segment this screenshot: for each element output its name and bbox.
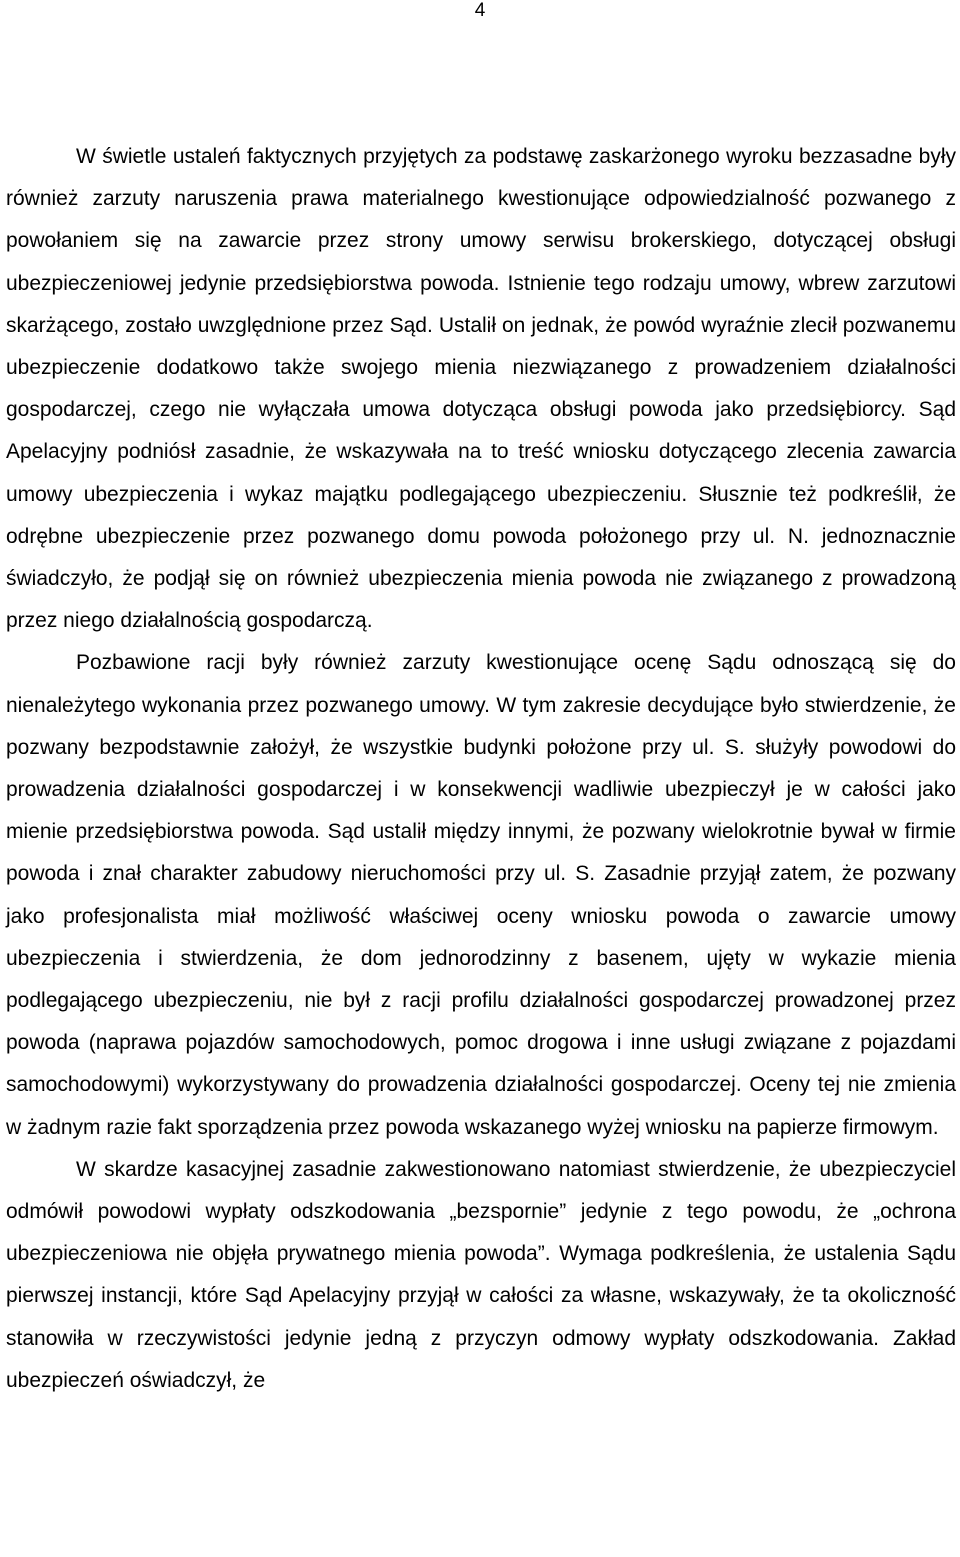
document-body	[6, 136, 956, 1402]
paragraph-2: Pozbawione racji były również zarzuty kwestionujące ocenę Sądu odnoszącą się do nienależytego wykonania przez pozwanego umowy. W tym zakresie decydujące było stwierdzenie, że pozwany bezpodstawnie założył, że wszystkie budynki położone przy ul. S. służyły powodowi do prowadzenia działalności gospodarczej i w konsekwencji wadliwie ubezpieczył je w całości jako mienie przedsiębiorstwa powoda. Sąd ustalił między innymi, że pozwany wielokrotnie bywał w firmie powoda i znał charakter zabudowy nieruchomości przy ul. S. Zasadnie przyjął zatem, że pozwany jako profesjonalista miał możliwość właściwej oceny wniosku powoda o zawarcie umowy ubezpieczenia i stwierdzenia, że dom jednorodzinny z basenem, ujęty w wykazie mienia podlegającego ubezpieczeniu, nie był z racji profilu działalności gospodarczej prowadzonej przez powoda (naprawa pojazdów samochodowych, pomoc drogowa i inne usługi związane z pojazdami samochodowymi) wykorzystywany do prowadzenia działalności gospodarczej. Oceny tej nie zmienia w żadnym razie fakt sporządzenia przez powoda wskazanego wyżej wniosku na papierze firmowym.	[6, 651, 956, 1139]
paragraph-3: W skardze kasacyjnej zasadnie zakwestionowano natomiast stwierdzenie, że ubezpieczyciel odmówił powodowi wypłaty odszkodowania „bezspornie” jedynie z tego powodu, że „ochrona ubezpieczeniowa nie objęła prywatnego mienia powoda”. Wymaga podkreślenia, że ustalenia Sądu pierwszej instancji, które Sąd Apelacyjny przyjął w całości za własne, wskazywały, że ta okoliczność stanowiła w rzeczywistości jedynie jedną z przyczyn odmowy wypłaty odszkodowania. Zakład ubezpieczeń oświadczył, że	[6, 1157, 956, 1392]
page-number: 4	[474, 0, 486, 21]
paragraph-1: W świetle ustaleń faktycznych przyjętych za podstawę zaskarżonego wyroku bezzasadne były również zarzuty naruszenia prawa materialnego kwestionujące odpowiedzialność pozwanego z powołaniem się na zawarcie przez strony umowy serwisu brokerskiego, dotyczącej obsługi ubezpieczeniowej jedynie przedsiębiorstwa powoda. Istnienie tego rodzaju umowy, wbrew zarzutowi skarżącego, zostało uwzględnione przez Sąd. Ustalił on jednak, że powód wyraźnie zlecił pozwanemu ubezpieczenie dodatkowo także swojego mienia niezwiązanego z prowadzeniem działalności gospodarczej, czego nie wyłączała umowa dotycząca obsługi powoda jako przedsiębiorcy. Sąd Apelacyjny podniósł zasadnie, że wskazywała na to treść wniosku dotyczącego zlecenia zawarcia umowy ubezpieczenia i wykaz majątku podlegającego ubezpieczeniu. Słusznie też podkreślił, że odrębne ubezpieczenie przez pozwanego domu powoda położonego przy ul. N. jednoznacznie świadczyło, że podjął się on również ubezpieczenia mienia powoda nie związanego z prowadzoną przez niego działalnością gospodarczą.	[6, 145, 956, 633]
